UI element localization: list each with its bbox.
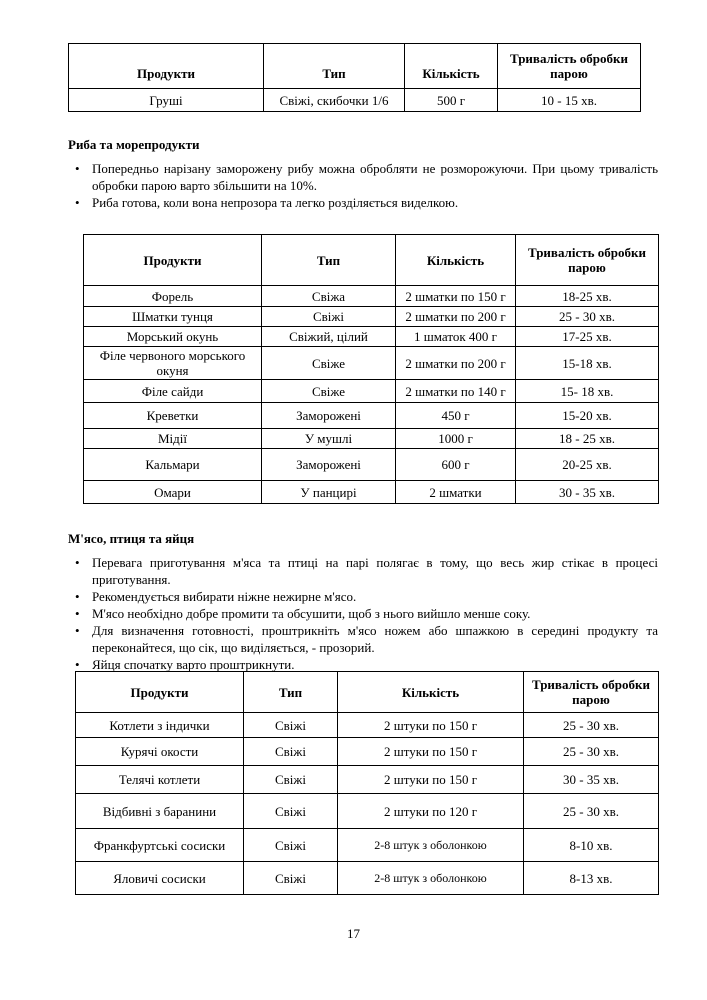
table-header-row <box>84 235 659 286</box>
cell: Свіжі <box>244 766 338 794</box>
header-cell: Тривалість обробки парою <box>498 44 641 89</box>
cell: Свіже <box>262 380 396 403</box>
table-row <box>84 347 659 380</box>
cell: Курячі окости <box>76 738 244 766</box>
cell: 500 г <box>405 89 498 112</box>
table-row <box>84 286 659 307</box>
cell: 8-10 хв. <box>524 829 659 862</box>
cell: Свіжі <box>262 307 396 327</box>
cell: 2 шматки <box>396 481 516 504</box>
table-row <box>76 794 659 829</box>
cell: Груші <box>69 89 264 112</box>
cell: 18 - 25 хв. <box>516 429 659 449</box>
cell: Шматки тунця <box>84 307 262 327</box>
header-cell: Кількість <box>338 672 524 713</box>
cell: 30 - 35 хв. <box>516 481 659 504</box>
cell: Креветки <box>84 403 262 429</box>
header-cell: Продукти <box>76 672 244 713</box>
cell: Мідії <box>84 429 262 449</box>
cell: Свіжі <box>244 794 338 829</box>
table-header-row <box>69 44 641 89</box>
cell: 2 шматки по 200 г <box>396 347 516 380</box>
fish-bullet-list <box>68 160 658 211</box>
cell: 25 - 30 хв. <box>524 713 659 738</box>
cell: 15-18 хв. <box>516 347 659 380</box>
cell: Телячі котлети <box>76 766 244 794</box>
list-item: • Для визначення готовності, проштрикніть м'ясо ножем або шпажкою в середині продукту та переконайтеся, що сік, що виділяється, - прозорий. <box>75 623 658 655</box>
header-cell: Продукти <box>69 44 264 89</box>
cell: 2 штуки по 150 г <box>338 766 524 794</box>
cell: Свіжі <box>244 738 338 766</box>
cell: У мушлі <box>262 429 396 449</box>
cell: Свіжі <box>244 713 338 738</box>
header-cell: Тип <box>264 44 405 89</box>
list-item: • Перевага приготування м'яса та птиці на парі полягає в тому, що весь жир стікає в процесі приготування. <box>75 555 658 587</box>
cell: Свіжий, цілий <box>262 327 396 347</box>
cell: 2 шматки по 140 г <box>396 380 516 403</box>
table-row <box>76 766 659 794</box>
cell: 2 шматки по 150 г <box>396 286 516 307</box>
cell: Котлети з індички <box>76 713 244 738</box>
table-row <box>84 449 659 481</box>
cell: 25 - 30 хв. <box>524 794 659 829</box>
meat-table <box>75 671 659 895</box>
cell: 18-25 хв. <box>516 286 659 307</box>
cell: 8-13 хв. <box>524 862 659 895</box>
cell: Омари <box>84 481 262 504</box>
cell: Свіжа <box>262 286 396 307</box>
list-item: • Попередньо нарізану заморожену рибу можна обробляти не розморожуючи. При цьому тривалість обробки парою варто збільшити на 10%. <box>75 161 658 193</box>
cell: 1 шматок 400 г <box>396 327 516 347</box>
cell: 25 - 30 хв. <box>516 307 659 327</box>
cell: У панцирі <box>262 481 396 504</box>
header-cell: Тривалість обробки парою <box>516 235 659 286</box>
cell: 10 - 15 хв. <box>498 89 641 112</box>
cell: Свіжі <box>244 829 338 862</box>
cell: Форель <box>84 286 262 307</box>
cell: Морський окунь <box>84 327 262 347</box>
cell: Свіжі, скибочки 1/6 <box>264 89 405 112</box>
cell: 15-20 хв. <box>516 403 659 429</box>
cell: Яловичі сосиски <box>76 862 244 895</box>
header-cell: Продукти <box>84 235 262 286</box>
section-title-fish: Риба та морепродукти <box>68 137 200 152</box>
cell: 2-8 штук з оболонкою <box>338 862 524 895</box>
page-number: 17 <box>347 926 360 941</box>
table-row <box>84 327 659 347</box>
list-item: • М'ясо необхідно добре промити та обсушити, щоб з нього вийшло менше соку. <box>75 606 531 621</box>
section-title-meat: М'ясо, птиця та яйця <box>68 531 195 546</box>
meat-bullet-list <box>68 554 658 673</box>
cell: Свіжі <box>244 862 338 895</box>
cell: Заморожені <box>262 403 396 429</box>
list-item: • Риба готова, коли вона непрозора та легко розділяється виделкою. <box>75 195 459 210</box>
cell: Франкфуртські сосиски <box>76 829 244 862</box>
header-cell: Тип <box>262 235 396 286</box>
header-cell: Кількість <box>405 44 498 89</box>
table-row <box>84 380 659 403</box>
header-cell: Тип <box>244 672 338 713</box>
cell: 1000 г <box>396 429 516 449</box>
fish-table <box>83 234 659 504</box>
pears-table <box>68 43 641 112</box>
table-header-row <box>76 672 659 713</box>
table-row <box>84 403 659 429</box>
list-item: • Яйця спочатку варто проштрикнути. <box>75 657 295 672</box>
cell: Філе сайди <box>84 380 262 403</box>
cell: Заморожені <box>262 449 396 481</box>
cell: 20-25 хв. <box>516 449 659 481</box>
cell: 2 шматки по 200 г <box>396 307 516 327</box>
list-item: • Рекомендується вибирати ніжне нежирне м'ясо. <box>75 589 357 604</box>
cell: 25 - 30 хв. <box>524 738 659 766</box>
cell: 2-8 штук з оболонкою <box>338 829 524 862</box>
cell: Свіже <box>262 347 396 380</box>
table-row <box>76 829 659 862</box>
cell: 2 штуки по 120 г <box>338 794 524 829</box>
cell: 450 г <box>396 403 516 429</box>
table-row <box>84 481 659 504</box>
table-row <box>84 429 659 449</box>
table-row <box>76 713 659 738</box>
cell: 15- 18 хв. <box>516 380 659 403</box>
cell: 2 штуки по 150 г <box>338 713 524 738</box>
table-row <box>76 738 659 766</box>
cell: Кальмари <box>84 449 262 481</box>
cell: 30 - 35 хв. <box>524 766 659 794</box>
cell: 2 штуки по 150 г <box>338 738 524 766</box>
table-row <box>76 862 659 895</box>
header-cell: Кількість <box>396 235 516 286</box>
cell: 600 г <box>396 449 516 481</box>
table-row <box>84 307 659 327</box>
table-row <box>69 89 641 112</box>
header-cell: Тривалість обробки парою <box>524 672 659 713</box>
cell: Філе червоного морського окуня <box>84 347 262 380</box>
cell: 17-25 хв. <box>516 327 659 347</box>
cell: Відбивні з баранини <box>76 794 244 829</box>
